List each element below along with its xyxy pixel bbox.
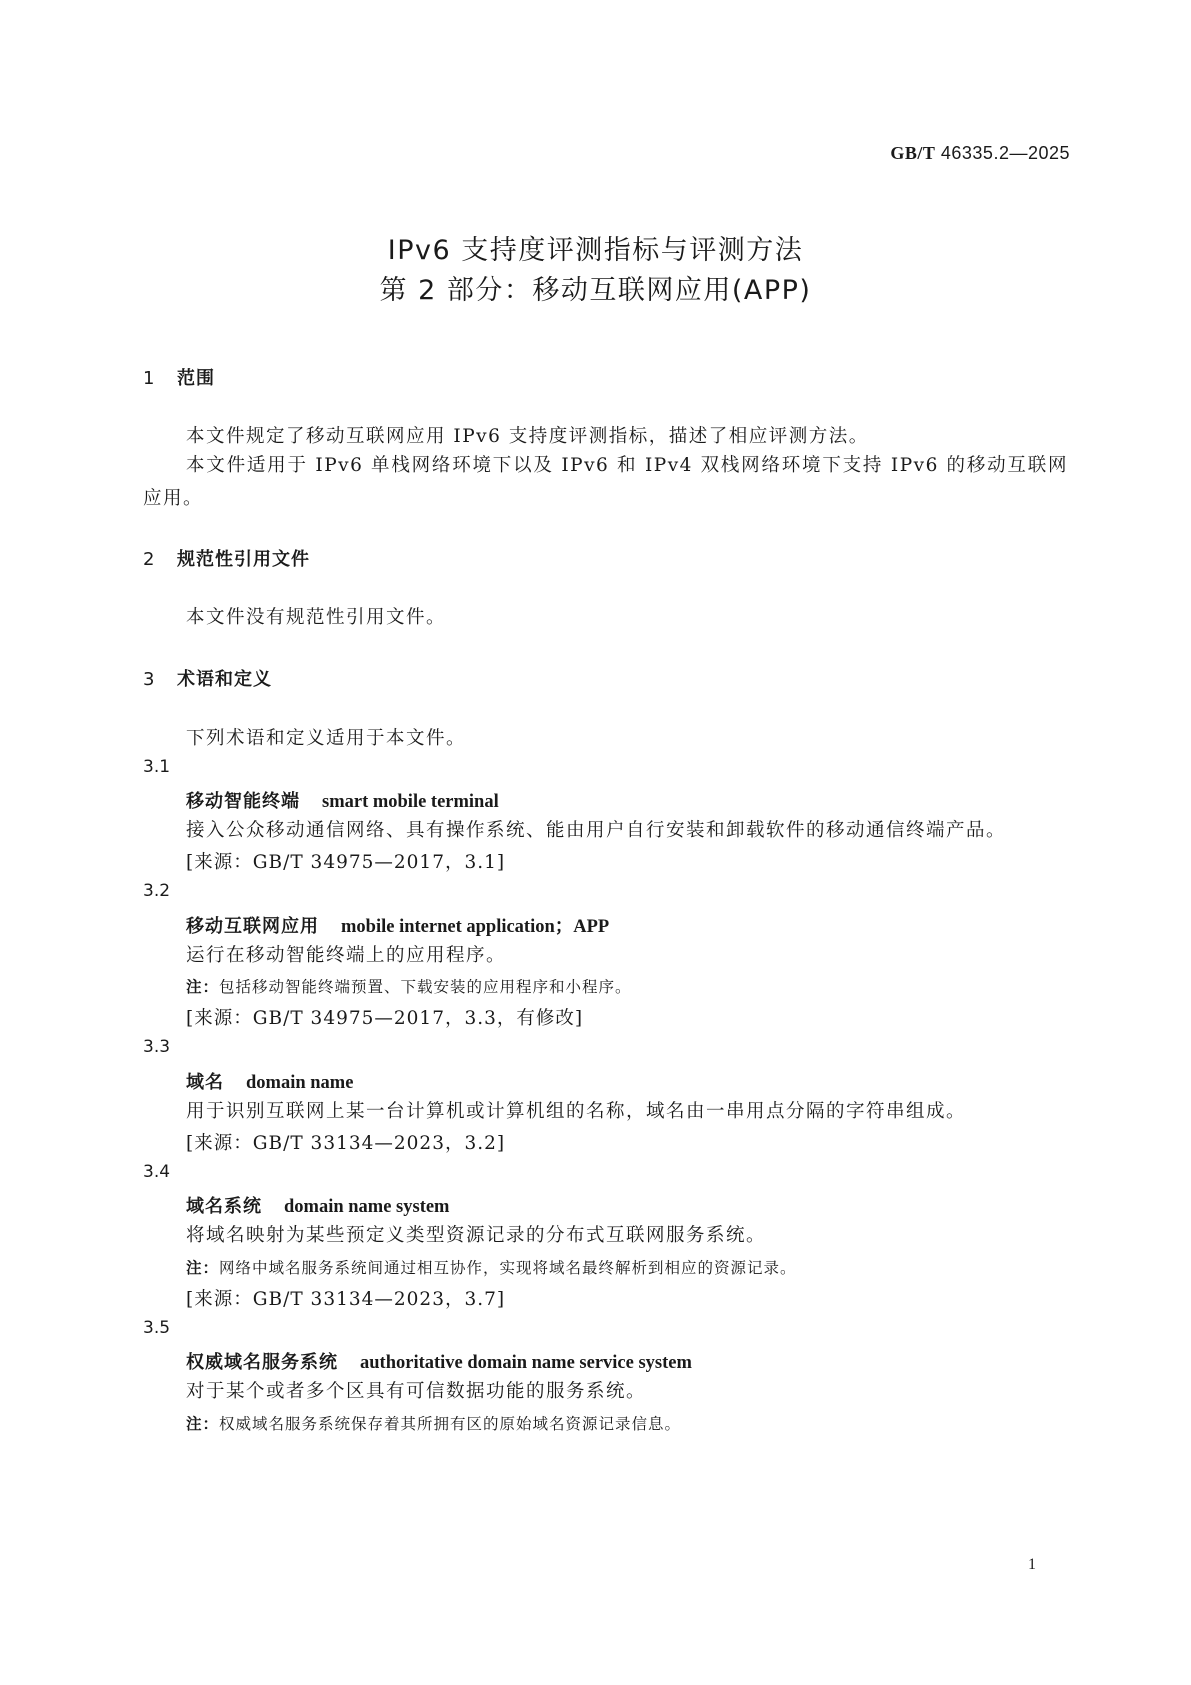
term-number: 3.4 xyxy=(143,1162,171,1182)
standard-number: GB/T 46335.2—2025 xyxy=(890,143,1070,163)
document-title-line1: IPv6 支持度评测指标与评测方法 xyxy=(387,235,804,266)
paragraph: 下列术语和定义适用于本文件。 xyxy=(186,728,467,749)
term-heading: 域名 domain name xyxy=(186,1072,354,1093)
term-heading: 移动智能终端 smart mobile terminal xyxy=(186,791,499,812)
page-number: 1 xyxy=(1028,1556,1036,1573)
term-heading: 移动互联网应用 mobile internet application；APP xyxy=(186,916,610,937)
term-source: [来源：GB/T 34975—2017，3.3，有修改] xyxy=(186,1008,584,1029)
term-definition: 对于某个或者多个区具有可信数据功能的服务系统。 xyxy=(186,1381,647,1402)
term-definition: 用于识别互联网上某一台计算机或计算机组的名称，域名由一串用点分隔的字符串组成。 xyxy=(186,1101,967,1122)
term-source: [来源：GB/T 34975—2017，3.1] xyxy=(186,852,506,873)
term-note: 注：网络中域名服务系统间通过相互协作，实现将域名最终解析到相应的资源记录。 xyxy=(186,1259,797,1277)
term-source: [来源：GB/T 33134—2023，3.2] xyxy=(186,1133,506,1154)
term-number: 3.1 xyxy=(143,757,171,777)
document-title-line2: 第 2 部分：移动互联网应用(APP) xyxy=(379,275,812,306)
paragraph: 本文件规定了移动互联网应用 IPv6 支持度评测指标，描述了相应评测方法。 xyxy=(186,426,869,447)
paragraph: 本文件适用于 IPv6 单栈网络环境下以及 IPv6 和 IPv4 双栈网络环境下支持 IPv6 的移动互联网应用。 xyxy=(143,455,1068,509)
paragraph: 本文件没有规范性引用文件。 xyxy=(186,607,447,628)
term-number: 3.2 xyxy=(143,881,171,901)
section-heading-2: 2 规范性引用文件 xyxy=(143,549,310,570)
term-definition: 接入公众移动通信网络、具有操作系统、能由用户自行安装和卸载软件的移动通信终端产品。 xyxy=(186,820,1007,841)
term-definition: 将域名映射为某些预定义类型资源记录的分布式互联网服务系统。 xyxy=(186,1225,767,1246)
term-heading: 权威域名服务系统 authoritative domain name service system xyxy=(186,1352,692,1373)
term-note: 注：包括移动智能终端预置、下载安装的应用程序和小程序。 xyxy=(186,978,632,996)
term-definition: 运行在移动智能终端上的应用程序。 xyxy=(186,945,507,966)
term-heading: 域名系统 domain name system xyxy=(186,1196,450,1217)
term-number: 3.3 xyxy=(143,1037,171,1057)
term-note: 注：权威域名服务系统保存着其所拥有区的原始域名资源记录信息。 xyxy=(186,1415,682,1433)
section-heading-3: 3 术语和定义 xyxy=(143,669,272,690)
term-source: [来源：GB/T 33134—2023，3.7] xyxy=(186,1289,506,1310)
term-number: 3.5 xyxy=(143,1318,171,1338)
section-heading-1: 1 范围 xyxy=(143,368,215,389)
